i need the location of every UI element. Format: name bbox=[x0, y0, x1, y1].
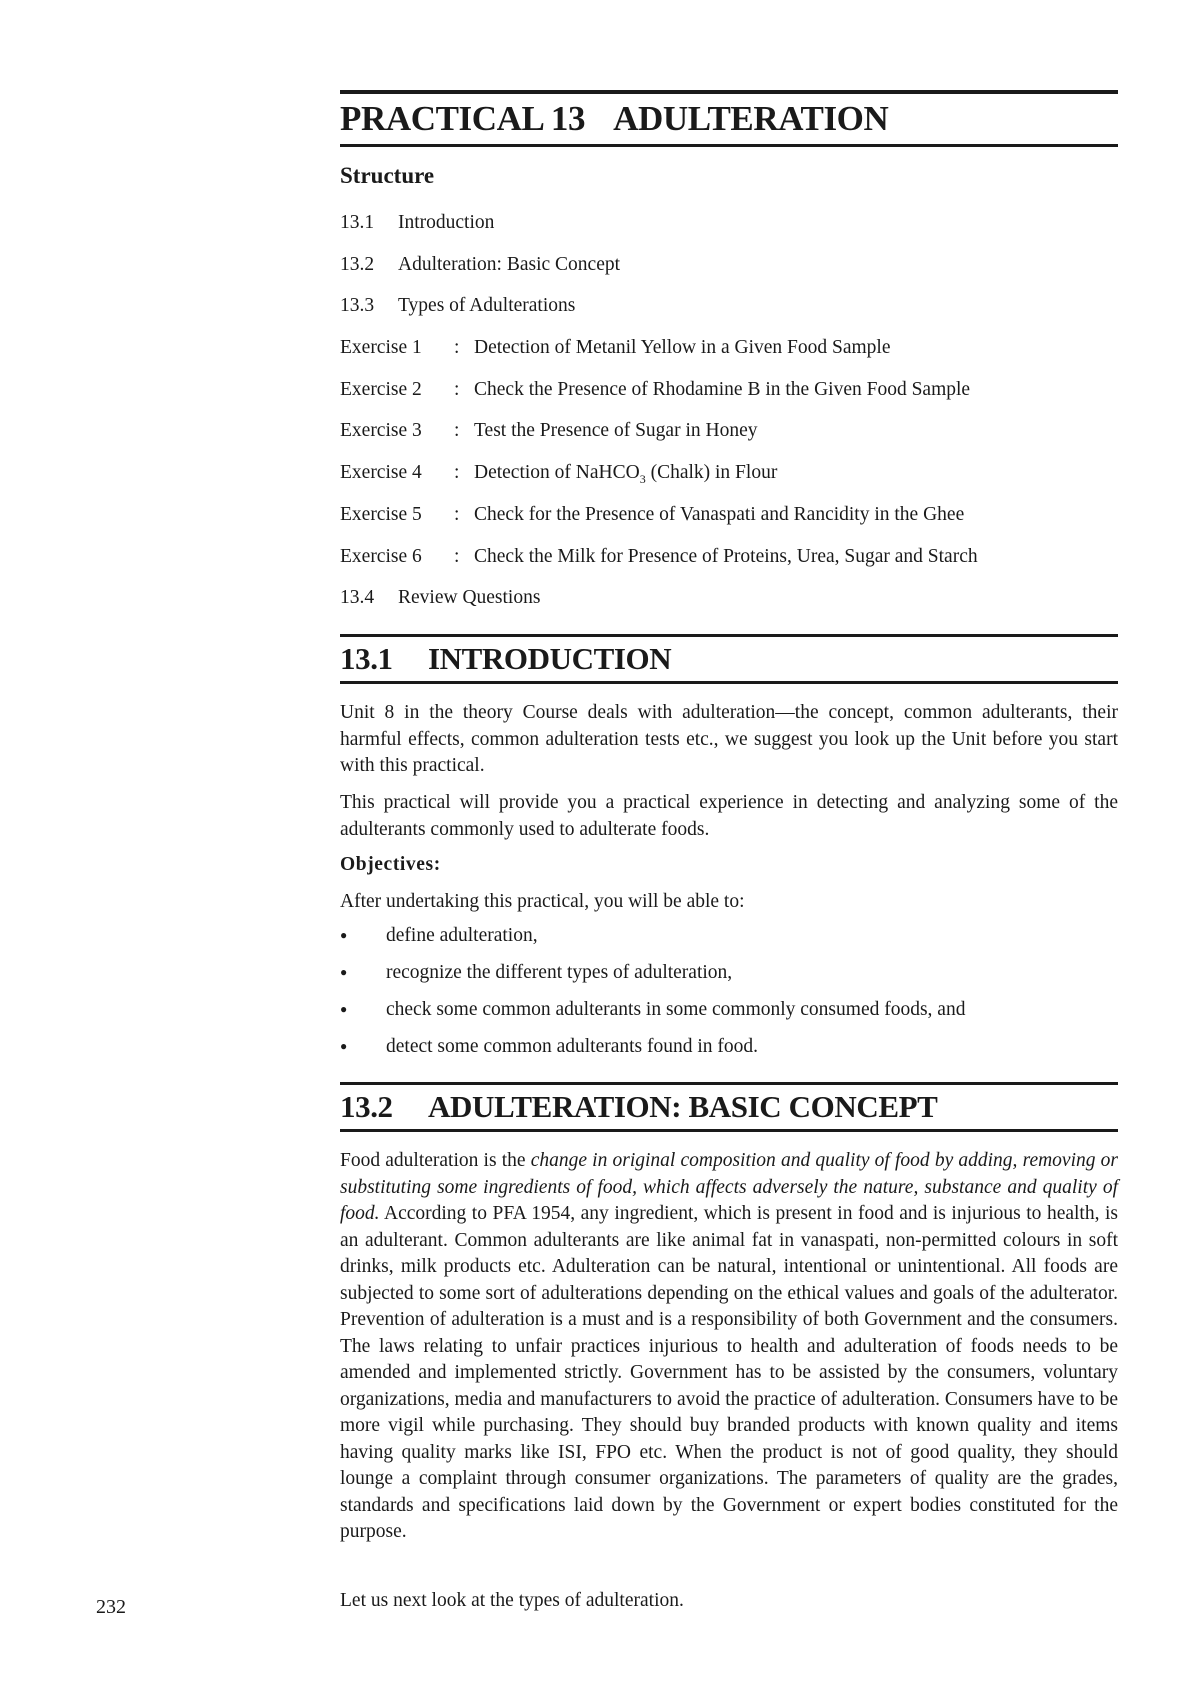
practical-name: ADULTERATION bbox=[613, 99, 889, 138]
toc-unit-row bbox=[340, 212, 1118, 254]
toc-exercise-row bbox=[340, 504, 1118, 546]
exercise-label: Exercise 2 bbox=[340, 378, 422, 400]
exercise-label: Exercise 5 bbox=[340, 503, 422, 525]
toc-unit-number: 13.3 bbox=[340, 295, 375, 317]
exercise-colon: : bbox=[454, 337, 460, 359]
objective-text: detect some common adulterants found in food. bbox=[386, 1036, 759, 1057]
concept-text-rest: According to PFA 1954, any ingredient, which is present in food and is injurious to health, is an adulterant. Common adulterants are like animal fat in vanaspati, non-permitted colours in soft drinks, milk products etc. Adulteration can be natural, intentional or unintentional. All foods are subjected to some sort of adulterations depending on the ethical values and goals of the adulterator. Prevention of adulteration is a must and is a responsibility of both Government and the consumers. The laws relating to unfair practices injurious to health and adulteration of foods needs to be amended and implemented strictly. Government has to be assisted by the consumers, voluntary organizations, media and manufacturers to avoid the practice of adulteration. Consumers have to be more vigil while purchasing. They should buy branded products with known quality and items having quality marks like ISI, FPO etc. When the product is not of good quality, they should lounge a complaint through consumer organizations. The parameters of quality are the grades, standards and specifications laid down by the Government or expert bodies constituted for the purpose. bbox=[340, 1203, 1118, 1542]
page-number: 232 bbox=[96, 1596, 126, 1618]
exercise-colon: : bbox=[454, 420, 460, 442]
list-item bbox=[340, 925, 1118, 962]
toc-unit-label: Introduction bbox=[398, 212, 495, 233]
exercise-title: Detection of Metanil Yellow in a Given Food Sample bbox=[474, 337, 891, 359]
objectives-list bbox=[340, 925, 1118, 1073]
section-number: 13.2 bbox=[340, 1089, 393, 1124]
structure-heading: Structure bbox=[340, 163, 435, 188]
exercise-title-part: (Chalk) in Flour bbox=[645, 462, 778, 484]
exercise-title: Test the Presence of Sugar in Honey bbox=[474, 420, 758, 442]
toc-exercise-row bbox=[340, 462, 1118, 504]
chemical-subscript: 3 bbox=[639, 472, 646, 487]
exercise-colon: : bbox=[454, 378, 460, 400]
exercise-label: Exercise 3 bbox=[340, 420, 422, 442]
toc-unit-row bbox=[340, 254, 1118, 296]
exercise-label: Exercise 1 bbox=[340, 337, 422, 359]
concept-paragraph-1 bbox=[340, 1148, 1118, 1546]
exercise-title: Check the Milk for Presence of Proteins, Urea, Sugar and Starch bbox=[474, 545, 978, 567]
section-name: INTRODUCTION bbox=[428, 641, 672, 676]
toc-unit-number: 13.2 bbox=[340, 253, 375, 275]
section-title bbox=[340, 1085, 1118, 1129]
toc-unit-row bbox=[340, 587, 1118, 629]
toc-exercise-row bbox=[340, 337, 1118, 379]
section-bottom-rule bbox=[340, 1129, 1118, 1132]
section-bottom-rule bbox=[340, 681, 1118, 684]
adulteration-definition: change in original composition and quality of food by adding, removing or substituting some ingredients of food, which affects adversely the nature, substance and quality of food. bbox=[340, 1150, 1118, 1224]
section-name: ADULTERATION: BASIC CONCEPT bbox=[428, 1089, 938, 1124]
section-heading-basic-concept bbox=[340, 1082, 1118, 1132]
toc-unit-number: 13.4 bbox=[340, 587, 375, 609]
exercise-title: Check for the Presence of Vanaspati and Rancidity in the Ghee bbox=[474, 503, 965, 525]
objective-text: check some common adulterants in some commonly consumed foods, and bbox=[386, 999, 966, 1020]
intro-paragraph-1: Unit 8 in the theory Course deals with adulteration—the concept, common adulterants, their harmful effects, common adulteration tests etc., we suggest you look up the Unit before you start with this practical. bbox=[340, 702, 1118, 776]
toc-exercise-row bbox=[340, 546, 1118, 588]
exercise-title bbox=[474, 462, 778, 487]
toc-unit-number: 13.1 bbox=[340, 212, 375, 233]
bullet-icon: ● bbox=[340, 1039, 348, 1053]
bullet-icon: ● bbox=[340, 1002, 348, 1016]
list-item bbox=[340, 1036, 1118, 1073]
practical-title-block bbox=[340, 90, 1118, 147]
toc-exercise-row bbox=[340, 420, 1118, 462]
structure-list bbox=[340, 212, 1118, 629]
objectives-lead: After undertaking this practical, you will be able to: bbox=[340, 891, 745, 912]
bullet-icon: ● bbox=[340, 928, 348, 942]
objective-text: recognize the different types of adulteration, bbox=[386, 962, 733, 983]
practical-number: PRACTICAL 13 bbox=[340, 99, 586, 138]
toc-unit-row bbox=[340, 295, 1118, 337]
intro-paragraph-2: This practical will provide you a practical experience in detecting and analyzing some of the adulterants commonly used to adulterate foods. bbox=[340, 792, 1118, 840]
title-bottom-rule bbox=[340, 144, 1118, 147]
toc-unit-label: Types of Adulterations bbox=[398, 295, 576, 317]
exercise-title: Check the Presence of Rhodamine B in the Given Food Sample bbox=[474, 378, 971, 400]
objective-text: define adulteration, bbox=[386, 925, 538, 946]
objectives-heading: Objectives: bbox=[340, 854, 441, 875]
list-item bbox=[340, 999, 1118, 1036]
exercise-colon: : bbox=[454, 462, 460, 484]
list-item bbox=[340, 962, 1118, 999]
section-heading-introduction bbox=[340, 634, 1118, 684]
exercise-title-part: Detection of NaHCO bbox=[474, 462, 640, 484]
exercise-colon: : bbox=[454, 545, 460, 567]
exercise-label: Exercise 6 bbox=[340, 545, 422, 567]
toc-unit-label: Review Questions bbox=[398, 587, 541, 609]
concept-text-start: Food adulteration is the bbox=[340, 1150, 531, 1171]
concept-paragraph-2: Let us next look at the types of adulteration. bbox=[340, 1590, 684, 1611]
toc-unit-label: Adulteration: Basic Concept bbox=[398, 253, 621, 275]
section-number: 13.1 bbox=[340, 641, 393, 676]
practical-title bbox=[340, 94, 1118, 144]
section-title bbox=[340, 637, 1118, 681]
exercise-colon: : bbox=[454, 503, 460, 525]
toc-exercise-row bbox=[340, 379, 1118, 421]
bullet-icon: ● bbox=[340, 965, 348, 979]
exercise-label: Exercise 4 bbox=[340, 462, 422, 484]
